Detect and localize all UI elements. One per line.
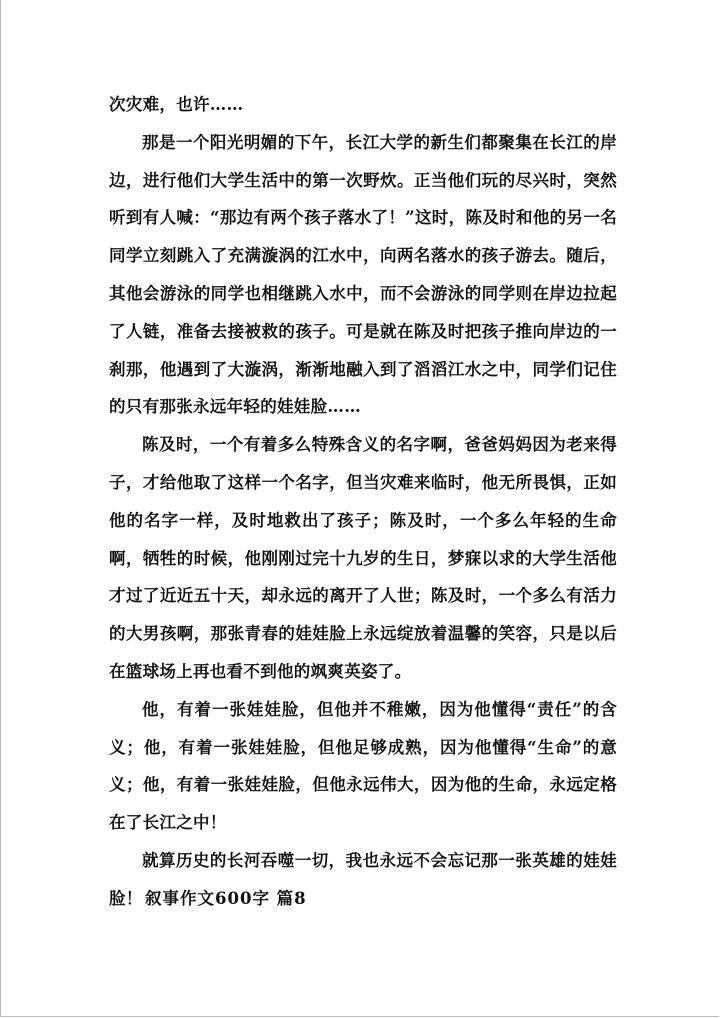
section-heading: 叙事作文600字 篇8	[145, 889, 307, 908]
paragraph-conclusion: 就算历史的长河吞噬一切，我也永远不会忘记那一张英雄的娃娃脸！	[109, 850, 617, 908]
document-body	[109, 86, 617, 918]
paragraph-name-meaning: 陈及时，一个有着多么特殊含义的名字啊，爸爸妈妈因为老来得子，才给他取了这样一个名字，但当灾难来临时，他无所畏惧，正如他的名字一样，及时地救出了孩子；陈及时，一个多么年轻的生命啊，牺牲的时候，他刚刚过完十九岁的生日，梦寐以求的大学生活他才过了近近五十天，却永远的离开了人世；陈及时，一个多么有活力的大男孩啊，那张青春的娃娃脸上永远绽放着温馨的笑容，只是以后在篮球场上再也看不到他的飒爽英姿了。	[109, 435, 617, 681]
paragraph-baby-face: 他，有着一张娃娃脸，但他并不稚嫩，因为他懂得“责任”的含义；他，有着一张娃娃脸，但他足够成熟，因为他懂得“生命”的意义；他，有着一张娃娃脸，但他永远伟大，因为他的生命，永远定格在了长江之中！	[109, 699, 617, 833]
paragraph-story: 那是一个阳光明媚的下午，长江大学的新生们都聚集在长江的岸边，进行他们大学生活中的第一次野炊。正当他们玩的尽兴时，突然听到有人喊：“那边有两个孩子落水了！”这时，陈及时和他的另一名同学立刻跳入了充满漩涡的江水中，向两名落水的孩子游去。随后，其他会游泳的同学也相继跳入水中，而不会游泳的同学则在岸边拉起了人链，准备去接被救的孩子。可是就在陈及时把孩子推向岸边的一刹那，他遇到了大漩涡，渐渐地融入到了滔滔江水之中，同学们记住的只有那张永远年轻的娃娃脸……	[109, 132, 617, 417]
paragraph-continuation: 次灾难，也许……	[109, 95, 244, 114]
